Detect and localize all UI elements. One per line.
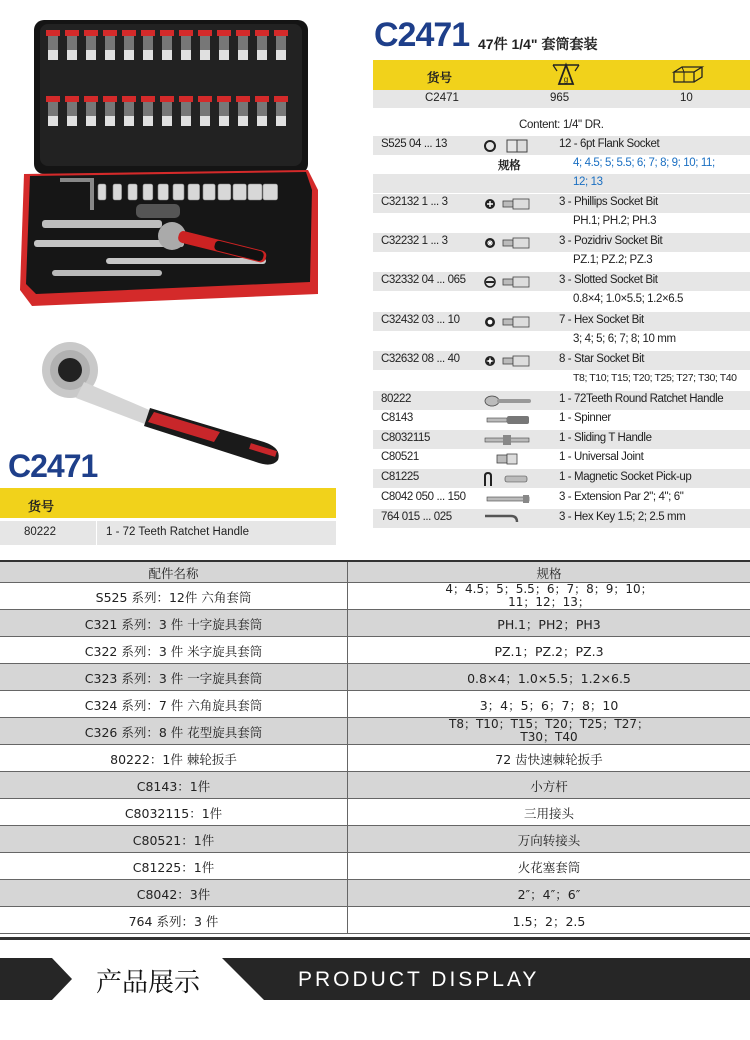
part-name: C8032115：1件 — [0, 799, 348, 825]
spec-item-row — [373, 174, 750, 193]
part-spec: 小方杆 — [530, 779, 568, 794]
table-row — [0, 718, 750, 745]
item-code: C8032115 — [381, 432, 431, 444]
part-spec: 万向转接头 — [517, 833, 581, 848]
handle-row — [0, 521, 336, 545]
part-name: C321 系列：3 件 十字旋具套筒 — [0, 610, 348, 636]
spec-item-row — [373, 351, 750, 370]
spec-item-row — [373, 489, 750, 508]
pozidriv-bit-icon — [483, 236, 533, 250]
spec-item-row — [373, 136, 750, 155]
box-qty-icon — [671, 64, 705, 86]
item-code: C32432 03 ... 10 — [381, 314, 460, 326]
part-spec: 72 齿快速棘轮扳手 — [495, 752, 603, 767]
spec-item-row — [373, 370, 750, 389]
spec-item-row — [373, 252, 750, 271]
part-spec: 2″；4″；6″ — [517, 887, 581, 902]
part-spec: 1.5；2；2.5 — [512, 914, 586, 929]
spec-item-row — [373, 469, 750, 488]
item-spec: 4; 4.5; 5; 5.5; 6; 7; 8; 9; 10; 11; — [573, 157, 715, 169]
item-code: C32232 1 ... 3 — [381, 235, 448, 247]
part-name: C8143：1件 — [0, 772, 348, 798]
part-name: C323 系列：3 件 一字旋具套筒 — [0, 664, 348, 690]
hex-key-icon — [483, 512, 533, 526]
part-name: S525 系列：12件 六角套筒 — [0, 583, 348, 609]
item-code: C32332 04 ... 065 — [381, 274, 466, 286]
weight-icon — [549, 62, 583, 88]
table-row — [0, 610, 750, 637]
universal-joint-icon — [483, 452, 533, 466]
item-desc: 3 - Extension Par 2"; 4"; 6" — [559, 491, 684, 503]
spec-item-row — [373, 391, 750, 410]
table-row — [0, 907, 750, 934]
part-spec: 3；4；5；6；7；8；10 — [479, 698, 619, 713]
spec-item-row — [373, 194, 750, 213]
item-desc: 1 - Magnetic Socket Pick-up — [559, 471, 692, 483]
item-desc: 规格 — [498, 158, 521, 172]
ratchet-icon — [483, 394, 533, 408]
table-row — [0, 583, 750, 610]
spec-item-row — [373, 331, 750, 350]
handle-desc: 1 - 72 Teeth Ratchet Handle — [106, 526, 249, 538]
banner-title-cn: 产品展示 — [96, 968, 201, 998]
part-name: C8042：3件 — [0, 880, 348, 906]
part-name: C81225：1件 — [0, 853, 348, 879]
table-row — [0, 637, 750, 664]
banner-title-en: PRODUCT DISPLAY — [298, 968, 540, 991]
table-row — [0, 799, 750, 826]
toolset-case-image — [16, 14, 336, 310]
table-row — [0, 745, 750, 772]
pickup-icon — [483, 472, 533, 486]
item-desc: 1 - Universal Joint — [559, 451, 644, 463]
table-row — [0, 664, 750, 691]
item-desc: 3 - Pozidriv Socket Bit — [559, 235, 663, 247]
hex-bit-icon — [483, 315, 533, 329]
model-number-title: C2471 — [374, 16, 470, 54]
item-code: C80521 — [381, 451, 419, 463]
hex-socket-icon — [483, 139, 533, 153]
item-code: C81225 — [381, 471, 419, 483]
table-row — [0, 691, 750, 718]
part-name: C324 系列：7 件 六角旋具套筒 — [0, 691, 348, 717]
item-code: C8042 050 ... 150 — [381, 491, 466, 503]
part-spec: PH.1；PH2；PH3 — [497, 617, 601, 632]
extension-bar-icon — [483, 492, 533, 506]
spec-item-row — [373, 213, 750, 232]
qty-value: 10 — [680, 92, 693, 104]
spinner-icon — [483, 413, 533, 427]
item-code: C32132 1 ... 3 — [381, 196, 448, 208]
part-name: 80222：1件 棘轮扳手 — [0, 745, 348, 771]
handle-code: 80222 — [24, 526, 56, 538]
item-spec: 0.8×4; 1.0×5.5; 1.2×6.5 — [573, 293, 684, 305]
item-spec: PH.1; PH.2; PH.3 — [573, 215, 657, 227]
part-spec: PZ.1；PZ.2；PZ.3 — [494, 644, 604, 659]
spec-item-row — [373, 291, 750, 310]
item-desc: 3 - Phillips Socket Bit — [559, 196, 658, 208]
table-row — [0, 853, 750, 880]
header-spec: 规格 — [536, 566, 562, 581]
part-name: 764 系列：3 件 — [0, 907, 348, 933]
item-code: 80222 — [381, 393, 411, 405]
phillips-bit-icon — [483, 197, 533, 211]
part-name: C322 系列：3 件 米字旋具套筒 — [0, 637, 348, 663]
item-desc: 3 - Hex Key 1.5; 2; 2.5 mm — [559, 511, 686, 523]
item-spec: T8; T10; T15; T20; T25; T27; T30; T40 — [573, 372, 737, 384]
item-no-value: C2471 — [425, 92, 459, 104]
item-desc: 8 - Star Socket Bit — [559, 353, 645, 365]
slotted-bit-icon — [483, 275, 533, 289]
content-line: Content: 1/4" DR. — [519, 119, 604, 131]
item-code: C32632 08 ... 40 — [381, 353, 460, 365]
table-row — [0, 826, 750, 853]
t-handle-icon — [483, 433, 533, 447]
weight-value: 965 — [550, 92, 570, 104]
spec-item-row — [373, 449, 750, 468]
spec-header — [373, 60, 750, 90]
part-name: C80521：1件 — [0, 826, 348, 852]
item-spec: 12; 13 — [573, 176, 603, 188]
spec-item-row — [373, 312, 750, 331]
item-code: C8143 — [381, 412, 413, 424]
spec-item-row — [373, 155, 750, 174]
column-divider — [96, 521, 97, 545]
spec-item-row — [373, 410, 750, 429]
item-code: 764 015 ... 025 — [381, 511, 452, 523]
part-spec: 三用接头 — [523, 806, 574, 821]
header-name: 配件名称 — [0, 562, 348, 582]
table-row — [0, 880, 750, 907]
spec-item-row — [373, 233, 750, 252]
spec-item-row — [373, 430, 750, 449]
item-desc: 7 - Hex Socket Bit — [559, 314, 644, 326]
set-title: 47件 1/4" 套筒套装 — [478, 36, 598, 52]
table-row — [0, 772, 750, 799]
item-no-header: 货号 — [427, 71, 453, 85]
item-code: S525 04 ... 13 — [381, 138, 448, 150]
item-spec: 3; 4; 5; 6; 7; 8; 10 mm — [573, 333, 676, 345]
part-spec: 火花塞套筒 — [517, 860, 581, 875]
part-spec: 4；4.5；5；5.5；6；7；8；9；10； 11；12；13； — [445, 582, 653, 609]
part-name: C326 系列：8 件 花型旋具套筒 — [0, 718, 348, 744]
weight-unit: g — [563, 75, 569, 84]
spec-item-row — [373, 272, 750, 291]
table-bottom-rule — [0, 937, 750, 940]
star-bit-icon — [483, 354, 533, 368]
item-desc: 1 - 72Teeth Round Ratchet Handle — [559, 393, 724, 405]
item-desc: 1 - Sliding T Handle — [559, 432, 652, 444]
item-desc: 1 - Spinner — [559, 412, 611, 424]
part-spec: T8；T10；T15；T20；T25；T27； T30；T40 — [449, 717, 649, 744]
item-desc: 12 - 6pt Flank Socket — [559, 138, 660, 150]
spec-values-row — [373, 90, 750, 108]
table-header — [0, 562, 750, 583]
model-number-left: C2471 — [8, 448, 98, 484]
item-spec: PZ.1; PZ.2; PZ.3 — [573, 254, 653, 266]
parts-table — [0, 560, 750, 934]
item-no-header: 货号 — [28, 499, 55, 514]
spec-item-row — [373, 509, 750, 528]
item-desc: 3 - Slotted Socket Bit — [559, 274, 658, 286]
part-spec: 0.8×4；1.0×5.5；1.2×6.5 — [467, 671, 631, 686]
